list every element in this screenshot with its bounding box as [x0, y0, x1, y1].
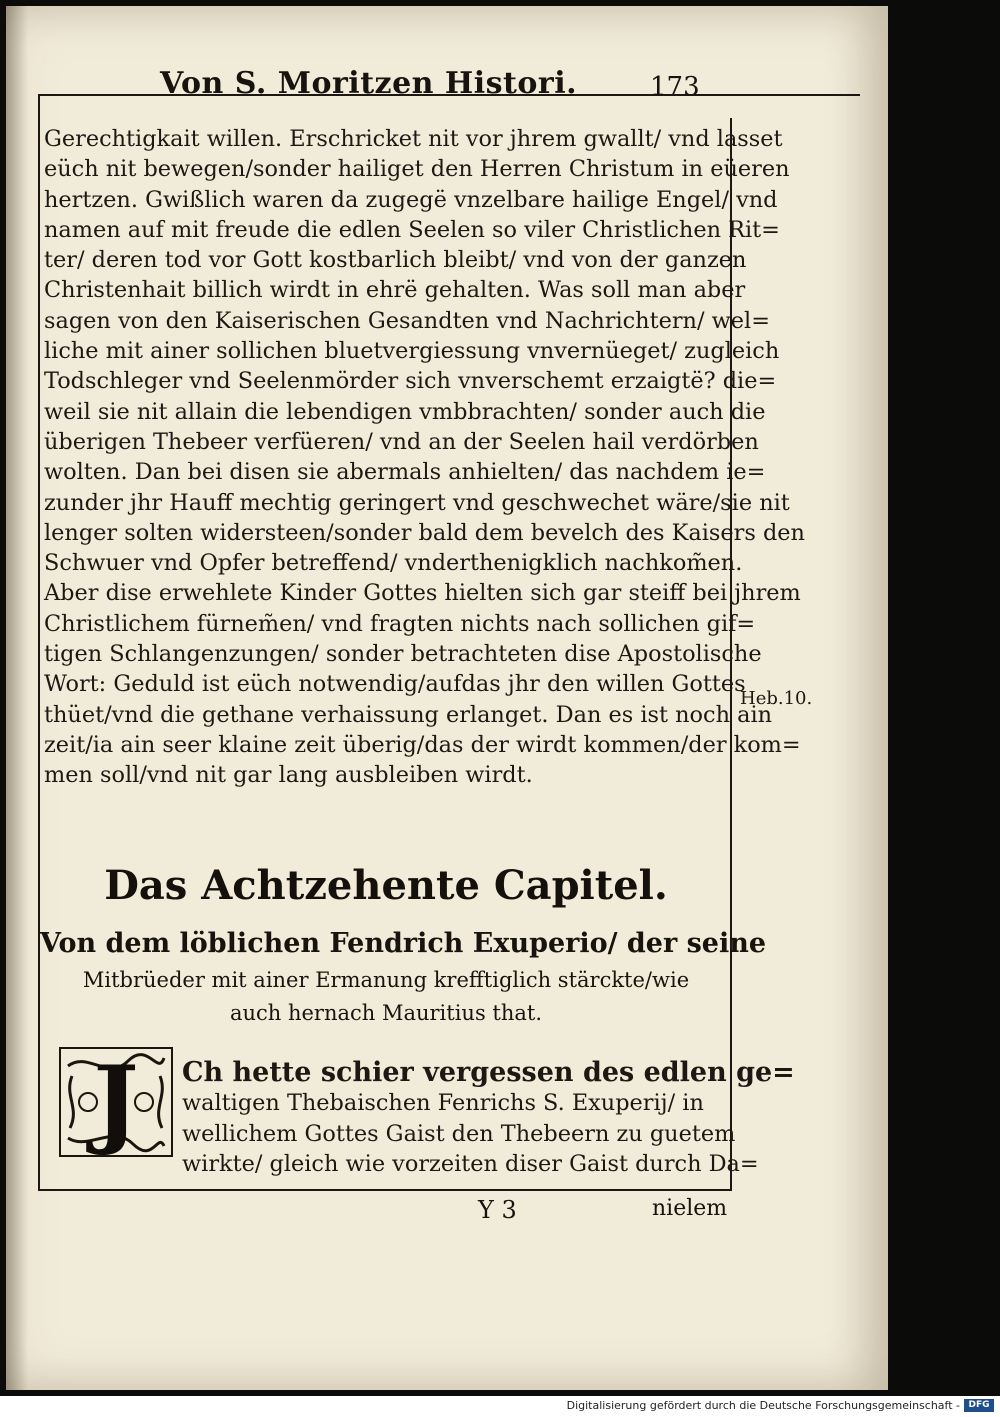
marginal-note: Heb.10.	[740, 688, 813, 709]
catchword: nielem	[652, 1196, 728, 1221]
text-line: lenger solten widersteen/sonder bald dem bevelch des Kaisers den	[44, 519, 805, 546]
text-line: tigen Schlangenzungen/ sonder betrachteten dise Apostolische	[44, 641, 762, 668]
summary-line: auch hernach Mauritius that.	[229, 1001, 543, 1025]
summary-line: Mitbrüeder mit ainer Ermanung krefftiglich stärckte/wie	[82, 968, 690, 992]
text-line: zeit/ia ain seer klaine zeit überig/das der wirdt kommen/der kom=	[44, 731, 801, 758]
text-line: liche mit ainer sollichen bluetvergiessung vnvernüeget/ zugleich	[44, 338, 780, 365]
chapter-heading: Das Achtzehente Capitel.	[104, 862, 668, 909]
text-line: Christlichem fürnem̃en/ vnd fragten nichts nach sollichen gif=	[44, 610, 756, 637]
text-line: Christenhait billich wirdt in ehrë gehalten. Was soll man aber	[44, 277, 746, 304]
text-line: Ch hette schier vergessen des edlen ge=	[182, 1057, 795, 1088]
chapter-summary	[40, 924, 767, 1030]
text-line: waltigen Thebaischen Fenrichs S. Exuperij/ in	[182, 1090, 704, 1117]
page-number: 173	[650, 72, 700, 102]
text-line: eüch nit bewegen/sonder hailiget den Herren Christum in eüeren	[44, 156, 790, 183]
text-line: Wort: Geduld ist eüch notwendig/aufdas jhr den willen Gottes	[44, 671, 746, 698]
text-line: Schwuer vnd Opfer betreffend/ vnderthenigklich nachkom̃en.	[44, 550, 743, 577]
text-line: überigen Thebeer verfüeren/ vnd an der Seelen hail verdörben	[44, 428, 759, 455]
text-line: ter/ deren tod vor Gott kostbarlich bleibt/ vnd von der ganzen	[44, 247, 747, 274]
text-line: Aber dise erwehlete Kinder Gottes hielten sich gar steiff bei jhrem	[44, 580, 801, 607]
page-frame-bottom-rule	[38, 1189, 732, 1191]
gutter-shadow	[6, 6, 28, 1390]
summary-line: Von dem löblichen Fendrich Exuperio/ der seine	[40, 928, 767, 959]
running-head: Von S. Moritzen Histori.	[160, 66, 578, 101]
chapter-opening-text	[182, 1057, 795, 1180]
dfg-logo-icon: DFG	[964, 1399, 994, 1412]
text-line: sagen von den Kaiserischen Gesandten vnd Nachrichtern/ wel=	[44, 307, 770, 334]
footer-bar	[0, 1396, 1000, 1417]
initial-letter: J	[93, 1045, 139, 1158]
text-line: men soll/vnd nit gar lang ausbleiben wirdt.	[44, 762, 533, 789]
signature-mark: Y 3	[478, 1196, 517, 1224]
text-line: wolten. Dan bei disen sie abermals anhielten/ das nachdem ie=	[44, 459, 766, 486]
text-line: zunder jhr Hauff mechtig geringert vnd geschwechet wäre/sie nit	[44, 489, 790, 516]
text-line: wirkte/ gleich wie vorzeiten diser Gaist durch Da=	[182, 1151, 759, 1178]
text-line: hertzen. Gwißlich waren da zugegë vnzelbare hailige Engel/ vnd	[44, 186, 778, 213]
text-line: weil sie nit allain die lebendigen vmbbrachten/ sonder auch die	[44, 398, 766, 425]
decorated-initial	[58, 1046, 174, 1158]
text-line: thüet/vnd die gethane verhaissung erlanget. Dan es ist noch ain	[44, 701, 773, 728]
text-line: Gerechtigkait willen. Erschricket nit vor jhrem gwallt/ vnd lasset	[44, 126, 783, 152]
text-line: Todschleger vnd Seelenmörder sich vnverschemt erzaigtë? die=	[44, 368, 777, 395]
text-line: namen auf mit freude die edlen Seelen so viler Christlichen Rit=	[44, 216, 780, 243]
footer-credit: Digitalisierung gefördert durch die Deutsche Forschungsgemeinschaft -	[566, 1399, 960, 1412]
text-line: wellichem Gottes Gaist den Thebeern zu guetem	[182, 1120, 736, 1147]
